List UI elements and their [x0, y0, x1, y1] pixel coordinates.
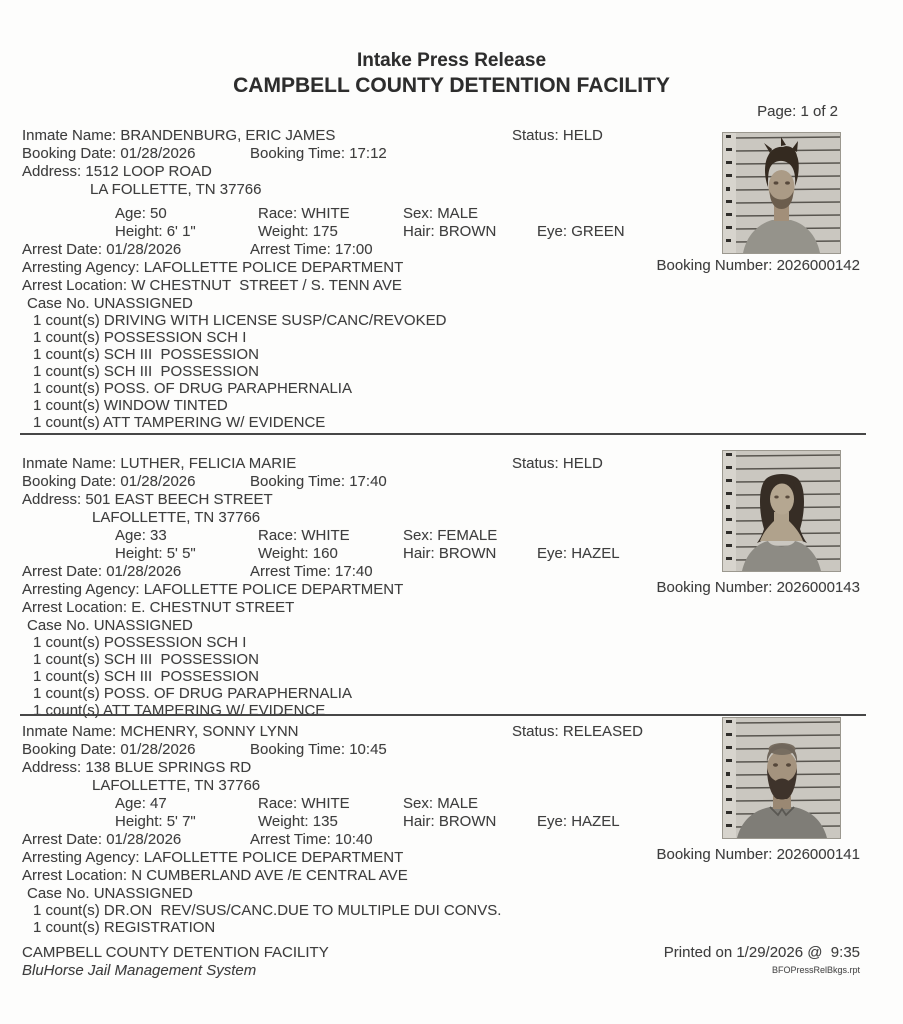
booking-date-cell: [22, 741, 195, 759]
eye-value: HAZEL: [571, 545, 620, 562]
booking-number-label: Booking Number:: [656, 846, 773, 863]
race-value: WHITE: [301, 205, 350, 222]
address-city-line: LAFOLLETTE, TN 37766: [92, 509, 261, 526]
age-label: Age:: [115, 527, 146, 544]
hair-value: BROWN: [438, 813, 497, 830]
booking-date-label: Booking Date:: [22, 145, 117, 162]
arresting-agency-value: LAFOLLETTE POLICE DEPARTMENT: [143, 581, 404, 598]
footer-facility: CAMPBELL COUNTY DETENTION FACILITY: [22, 944, 329, 961]
status-label: Status:: [512, 127, 559, 144]
booking-time-value: 10:45: [349, 741, 387, 758]
case-no-line: [27, 885, 193, 903]
booking-number-line: [656, 846, 860, 864]
arrest-time-label: Arrest Time:: [250, 563, 331, 580]
arresting-agency-label: Arresting Agency:: [22, 259, 140, 276]
address-value: 501 EAST BEECH STREET: [85, 491, 273, 508]
arrest-time-label: Arrest Time:: [250, 241, 331, 258]
eye-label: Eye:: [537, 813, 568, 830]
booking-date-value: 01/28/2026: [120, 145, 196, 162]
arrest-time-cell: [250, 831, 373, 849]
age-cell: [115, 795, 167, 813]
hair-cell: [403, 813, 496, 831]
status-label: Status:: [512, 723, 559, 740]
charge-line: 1 count(s) DRIVING WITH LICENSE SUSP/CANC/REVOKED: [33, 312, 447, 329]
address-value: 138 BLUE SPRINGS RD: [85, 759, 252, 776]
height-label: Height:: [115, 545, 163, 562]
arrest-date-value: 01/28/2026: [106, 831, 182, 848]
age-value: 47: [150, 795, 167, 812]
case-no-value: UNASSIGNED: [93, 295, 193, 312]
charge-line: 1 count(s) ATT TAMPERING W/ EVIDENCE: [33, 414, 326, 431]
arresting-agency-line: [22, 849, 403, 867]
charge-line: 1 count(s) POSS. OF DRUG PARAPHERNALIA: [33, 685, 352, 702]
booking-number-value: 2026000142: [776, 257, 860, 274]
hair-value: BROWN: [438, 545, 497, 562]
booking-time-label: Booking Time:: [250, 473, 346, 490]
arrest-location-value: E. CHESTNUT STREET: [131, 599, 295, 616]
booking-number-label: Booking Number:: [656, 257, 773, 274]
height-value: 5' 5": [166, 545, 196, 562]
booking-time-label: Booking Time:: [250, 741, 346, 758]
inmate-name-value: BRANDENBURG, ERIC JAMES: [120, 127, 336, 144]
address-label: Address:: [22, 759, 82, 776]
weight-value: 160: [312, 545, 338, 562]
booking-date-value: 01/28/2026: [120, 741, 196, 758]
eye-label: Eye:: [537, 545, 568, 562]
address-city-line: LAFOLLETTE, TN 37766: [92, 777, 261, 794]
address-label: Address:: [22, 163, 82, 180]
weight-value: 135: [312, 813, 338, 830]
arrest-location-line: [22, 867, 408, 885]
booking-time-value: 17:12: [349, 145, 387, 162]
status-line: [512, 723, 643, 741]
race-cell: [258, 795, 350, 813]
case-no-label: Case No.: [27, 617, 90, 634]
charge-line: 1 count(s) ATT TAMPERING W/ EVIDENCE: [33, 702, 326, 719]
mugshot-image: [723, 718, 840, 838]
facility-title: CAMPBELL COUNTY DETENTION FACILITY: [233, 74, 670, 97]
arrest-date-cell: [22, 831, 181, 849]
charge-line: 1 count(s) POSSESSION SCH I: [33, 634, 247, 651]
arrest-time-value: 17:40: [335, 563, 373, 580]
height-value: 5' 7": [166, 813, 196, 830]
footer-printed: Printed on 1/29/2026 @ 9:35: [663, 944, 860, 961]
eye-label: Eye:: [537, 223, 568, 240]
charge-line: 1 count(s) SCH III POSSESSION: [33, 363, 259, 380]
sex-value: MALE: [437, 795, 479, 812]
weight-label: Weight:: [258, 813, 309, 830]
charge-line: 1 count(s) REGISTRATION: [33, 919, 216, 936]
arrest-location-label: Arrest Location:: [22, 599, 128, 616]
inmate-name-label: Inmate Name:: [22, 127, 117, 144]
charge-line: 1 count(s) SCH III POSSESSION: [33, 668, 259, 685]
height-label: Height:: [115, 223, 163, 240]
hair-label: Hair:: [403, 545, 435, 562]
weight-label: Weight:: [258, 223, 309, 240]
charge-line: 1 count(s) POSSESSION SCH I: [33, 329, 247, 346]
booking-number-value: 2026000143: [776, 579, 860, 596]
charge-line: 1 count(s) POSS. OF DRUG PARAPHERNALIA: [33, 380, 352, 397]
case-no-label: Case No.: [27, 885, 90, 902]
sex-label: Sex:: [403, 795, 434, 812]
status-value: HELD: [562, 455, 603, 472]
address-label: Address:: [22, 491, 82, 508]
charge-line: 1 count(s) SCH III POSSESSION: [33, 651, 259, 668]
arrest-date-label: Arrest Date:: [22, 241, 103, 258]
case-no-value: UNASSIGNED: [93, 617, 193, 634]
hair-label: Hair:: [403, 813, 435, 830]
address-value: 1512 LOOP ROAD: [85, 163, 212, 180]
race-label: Race:: [258, 795, 298, 812]
page-number: Page: 1 of 2: [757, 103, 838, 120]
race-value: WHITE: [301, 527, 350, 544]
inmate-name-line: [22, 723, 299, 741]
arresting-agency-value: LAFOLLETTE POLICE DEPARTMENT: [143, 849, 404, 866]
sex-cell: [403, 795, 478, 813]
status-value: RELEASED: [562, 723, 643, 740]
arrest-location-value: W CHESTNUT STREET / S. TENN AVE: [131, 277, 402, 294]
address-line: [22, 759, 251, 777]
age-label: Age:: [115, 795, 146, 812]
arresting-agency-value: LAFOLLETTE POLICE DEPARTMENT: [143, 259, 404, 276]
arrest-location-label: Arrest Location:: [22, 867, 128, 884]
inmate-name-value: MCHENRY, SONNY LYNN: [120, 723, 299, 740]
booking-date-label: Booking Date:: [22, 473, 117, 490]
height-label: Height:: [115, 813, 163, 830]
case-no-value: UNASSIGNED: [93, 885, 193, 902]
sex-label: Sex:: [403, 205, 434, 222]
weight-label: Weight:: [258, 545, 309, 562]
arrest-date-value: 01/28/2026: [106, 241, 182, 258]
arrest-date-label: Arrest Date:: [22, 563, 103, 580]
booking-number-label: Booking Number:: [656, 579, 773, 596]
arrest-date-value: 01/28/2026: [106, 563, 182, 580]
booking-number-value: 2026000141: [776, 846, 860, 863]
mugshot-photo-3: [723, 718, 840, 838]
sex-label: Sex:: [403, 527, 434, 544]
booking-time-label: Booking Time:: [250, 145, 346, 162]
booking-time-cell: [250, 741, 387, 759]
arrest-location-value: N CUMBERLAND AVE /E CENTRAL AVE: [131, 867, 408, 884]
arresting-agency-label: Arresting Agency:: [22, 849, 140, 866]
eye-cell: [537, 813, 620, 831]
weight-cell: [258, 813, 338, 831]
age-value: 33: [150, 527, 167, 544]
footer-report-file: BFOPressRelBkgs.rpt: [771, 965, 860, 975]
arrest-time-label: Arrest Time:: [250, 831, 331, 848]
height-cell: [115, 813, 196, 831]
inmate-name-label: Inmate Name:: [22, 455, 117, 472]
height-value: 6' 1": [166, 223, 196, 240]
page-title: Intake Press Release: [356, 50, 547, 71]
arrest-location-label: Arrest Location:: [22, 277, 128, 294]
footer-system: BluHorse Jail Management System: [22, 962, 257, 979]
race-value: WHITE: [301, 795, 350, 812]
case-no-label: Case No.: [27, 295, 90, 312]
eye-value: HAZEL: [571, 813, 620, 830]
address-city-line: LA FOLLETTE, TN 37766: [90, 181, 262, 198]
inmate-name-label: Inmate Name:: [22, 723, 117, 740]
inmate-name-value: LUTHER, FELICIA MARIE: [120, 455, 297, 472]
race-label: Race:: [258, 205, 298, 222]
charge-line: 1 count(s) SCH III POSSESSION: [33, 346, 259, 363]
arrest-time-value: 10:40: [335, 831, 373, 848]
eye-value: GREEN: [571, 223, 625, 240]
charge-line: 1 count(s) WINDOW TINTED: [33, 397, 228, 414]
age-value: 50: [150, 205, 167, 222]
status-value: HELD: [562, 127, 603, 144]
hair-label: Hair:: [403, 223, 435, 240]
status-label: Status:: [512, 455, 559, 472]
booking-date-label: Booking Date:: [22, 741, 117, 758]
booking-date-value: 01/28/2026: [120, 473, 196, 490]
sex-value: MALE: [437, 205, 479, 222]
arrest-time-value: 17:00: [335, 241, 373, 258]
sex-value: FEMALE: [437, 527, 498, 544]
age-label: Age:: [115, 205, 146, 222]
weight-value: 175: [312, 223, 338, 240]
arresting-agency-label: Arresting Agency:: [22, 581, 140, 598]
charge-line: 1 count(s) DR.ON REV/SUS/CANC.DUE TO MULTIPLE DUI CONVS.: [33, 902, 502, 919]
hair-value: BROWN: [438, 223, 497, 240]
race-label: Race:: [258, 527, 298, 544]
booking-time-value: 17:40: [349, 473, 387, 490]
arrest-date-label: Arrest Date:: [22, 831, 103, 848]
